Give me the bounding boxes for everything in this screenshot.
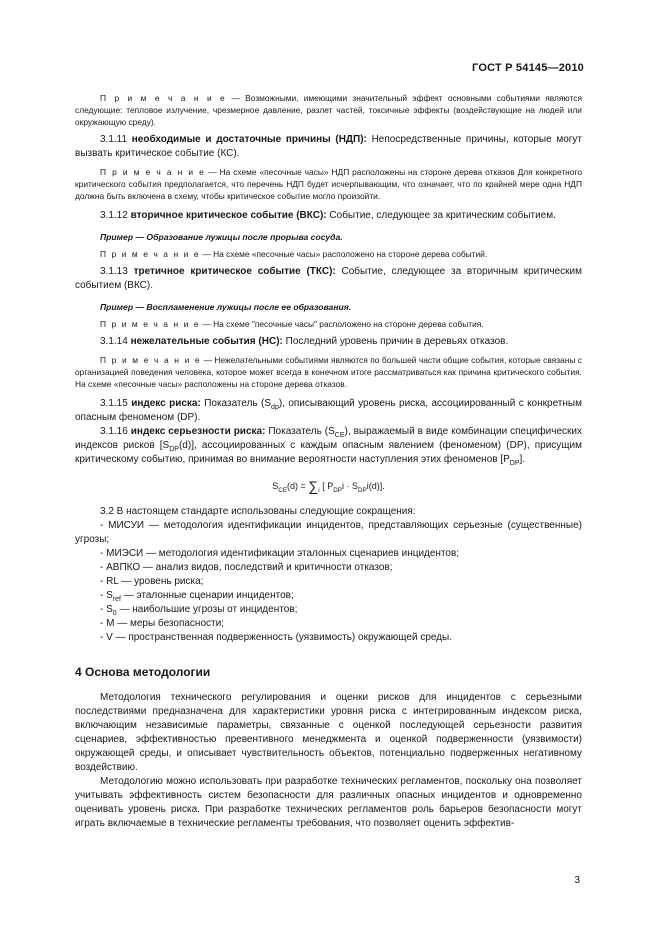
list-item-text: - АВПКО — анализ видов, последствий и критичности отказов;	[100, 562, 393, 573]
subscript: DP	[169, 446, 179, 453]
list-item	[75, 519, 582, 547]
term-name: необходимые и достаточные причины (НДП):	[131, 134, 367, 145]
term-3-1-12	[75, 209, 582, 223]
risk-severity-formula	[75, 479, 582, 493]
note-text: — На схеме «песочные часы» НДП расположены на стороне дерева отказов Для конкретного критического события предполагается, что перечень НДП будет исчерпывающим, что означает, что по крайней мере одна НДП должна быть включена в схему, чтобы критическое событие могло произойти.	[75, 167, 582, 201]
list-item-text: — наибольшие угрозы от инцидентов;	[116, 604, 298, 615]
subscript: CE	[278, 486, 288, 494]
note-text: — На схеме "песочные часы" расположено на стороне дерева события.	[200, 319, 484, 329]
list-item-text: - V — пространственная подверженность (уязвимость) окружающей среды.	[100, 632, 453, 643]
note-text: — На схеме «песочные часы» расположено на стороне дерева событий.	[200, 249, 488, 259]
page-number: 3	[574, 875, 580, 886]
subscript: DP	[357, 486, 367, 494]
term-name: индекс риска:	[131, 398, 201, 409]
list-item	[75, 575, 582, 589]
term-definition-part: ), описывающий уровень риска, ассоциированный с конкретным опасным феноменом (DP).	[75, 398, 582, 423]
term-number: 3.1.11	[100, 134, 132, 145]
term-definition: Непосредственные причины, которые могут вызвать критическое событие (КС).	[75, 134, 582, 159]
term-name: индекс серьезности риска:	[130, 426, 266, 437]
page-content	[75, 92, 582, 831]
term-number: 3.1.12	[100, 210, 131, 221]
subscript: 0	[112, 610, 117, 617]
note-label: П р и м е ч а н и е	[100, 167, 206, 177]
list-item-text: - S	[100, 590, 113, 601]
term-definition: Последний уровень причин в деревьях отказов.	[282, 336, 509, 347]
term-number: 3.1.14	[100, 336, 131, 347]
example-text: Пример — Воспламенение лужицы после ее образования.	[100, 302, 352, 312]
note-paragraph	[75, 248, 582, 260]
subscript: i	[318, 486, 320, 494]
term-3-1-16	[75, 425, 582, 467]
list-item-text: - М — меры безопасности;	[100, 618, 224, 629]
term-definition-part: ].	[519, 454, 526, 465]
term-definition-part: (d)], ассоциированных с каждым опасным явлением (феноменом) (DP), присущим критическому событию, принимая во внимание вероятности наступления этих феноменов [P	[75, 440, 582, 465]
list-item	[75, 589, 582, 603]
body-paragraph: Методология технического регулирования и оценки рисков для инцидентов с серьезными последствиями предназначена для характеристики уровня риска с интегрированным индексом риска, включающим независимые параметры, связанные с оценкой последующей серьезности развития сценариев, эффективностью превентивного менеджмента и оценкой подверженности (уязвимости) окружающей среды, и описывает чувствительность объектов, потенциально подверженных негативному воздействию.	[75, 692, 582, 773]
term-definition-part: Показатель (S	[265, 426, 335, 437]
term-3-1-11	[75, 133, 582, 161]
section-heading: 4 Основа методологии	[75, 665, 211, 679]
term-definition: Событие, следующее за критическим событием.	[326, 210, 556, 221]
list-item-text: - RL — уровень риска;	[100, 576, 204, 587]
term-3-1-15	[75, 397, 582, 425]
formula-part: i · S	[341, 481, 358, 491]
note-paragraph	[75, 166, 582, 202]
formula-part: S	[272, 481, 279, 491]
term-3-1-14	[75, 335, 582, 349]
term-definition: Событие, следующее за вторичным критическим событием (ВКС).	[75, 266, 582, 291]
note-label: П р и м е ч а н и е	[100, 355, 202, 365]
note-paragraph	[75, 318, 582, 330]
term-number: 3.1.15	[100, 398, 132, 409]
example-text: Пример — Образование лужицы после прорыва сосуда.	[100, 232, 343, 242]
note-label: П р и м е ч а н и е	[100, 93, 227, 103]
summation-symbol: ∑	[308, 478, 319, 494]
note-text: — Возможными, имеющими значительный эффект основными событиями являются следующие: тепловое излучение, чрезмерное давление, разлет частей, токсичные эффекты (воздействующие на людей или окружающую среду).	[75, 93, 582, 127]
term-3-1-13	[75, 265, 582, 293]
subscript: dp	[271, 404, 279, 411]
note-text: — Нежелательными событиями являются по большей части общие события, которые связаны с организацией поведения человека, которое может всегда в конечном итоге рассматриваться как причина критического события. На схеме «песочные часы» расположены на стороне дерева отказов.	[75, 355, 582, 389]
term-number: 3.1.16	[100, 426, 131, 437]
document-code: ГОСТ Р 54145—2010	[472, 62, 584, 74]
section-3-2-intro: 3.2 В настоящем стандарте использованы следующие сокращения:	[100, 506, 416, 517]
list-item	[75, 561, 582, 575]
note-paragraph	[75, 354, 582, 390]
body-paragraph: Методологию можно использовать при разработке технических регламентов, поскольку она позволяет учитывать эффективность систем безопасности для различных опасных инцидентов и одновременно оценивать уровень риска. При разработке технических регламентов роль барьеров безопасности могут играть включаемые в технические регламенты требования, что позволяет оценить эффектив-	[75, 776, 582, 829]
term-definition-part: ), выражаемый в виде комбинации специфических индексов рисков [S	[75, 426, 582, 451]
term-name: третичное критическое событие (ТКС):	[133, 266, 336, 277]
subscript: CE	[334, 432, 345, 439]
subscript: ref	[112, 596, 121, 603]
subscript: DP	[333, 486, 342, 494]
formula-part: (d) =	[287, 481, 309, 491]
note-label: П р и м е ч а н и е	[100, 249, 201, 259]
list-item	[75, 617, 582, 631]
list-item-text: — эталонные сценарии инцидентов;	[120, 590, 294, 601]
list-item-text: - МИЭСИ — методология идентификации эталонных сценариев инцидентов;	[100, 548, 460, 559]
list-item-text: - S	[100, 604, 113, 615]
list-item-text: - МИСУИ — методология идентификации инцидентов, представляющих серьезные (существенные) угрозы;	[75, 520, 582, 545]
list-item	[75, 603, 582, 617]
list-item	[75, 547, 582, 561]
note-label: П р и м е ч а н и е	[100, 319, 201, 329]
formula-part: [ P	[319, 481, 334, 491]
term-number: 3.1.13	[100, 266, 134, 277]
term-definition-part: Показатель (S	[200, 398, 272, 409]
note-paragraph	[75, 92, 582, 128]
term-name: вторичное критическое событие (ВКС):	[130, 210, 327, 221]
abbreviation-list	[75, 519, 582, 645]
subscript: DP	[509, 460, 520, 467]
formula-part: i(d)].	[366, 481, 385, 491]
list-item	[75, 631, 582, 645]
term-name: нежелательные события (НС):	[130, 336, 283, 347]
